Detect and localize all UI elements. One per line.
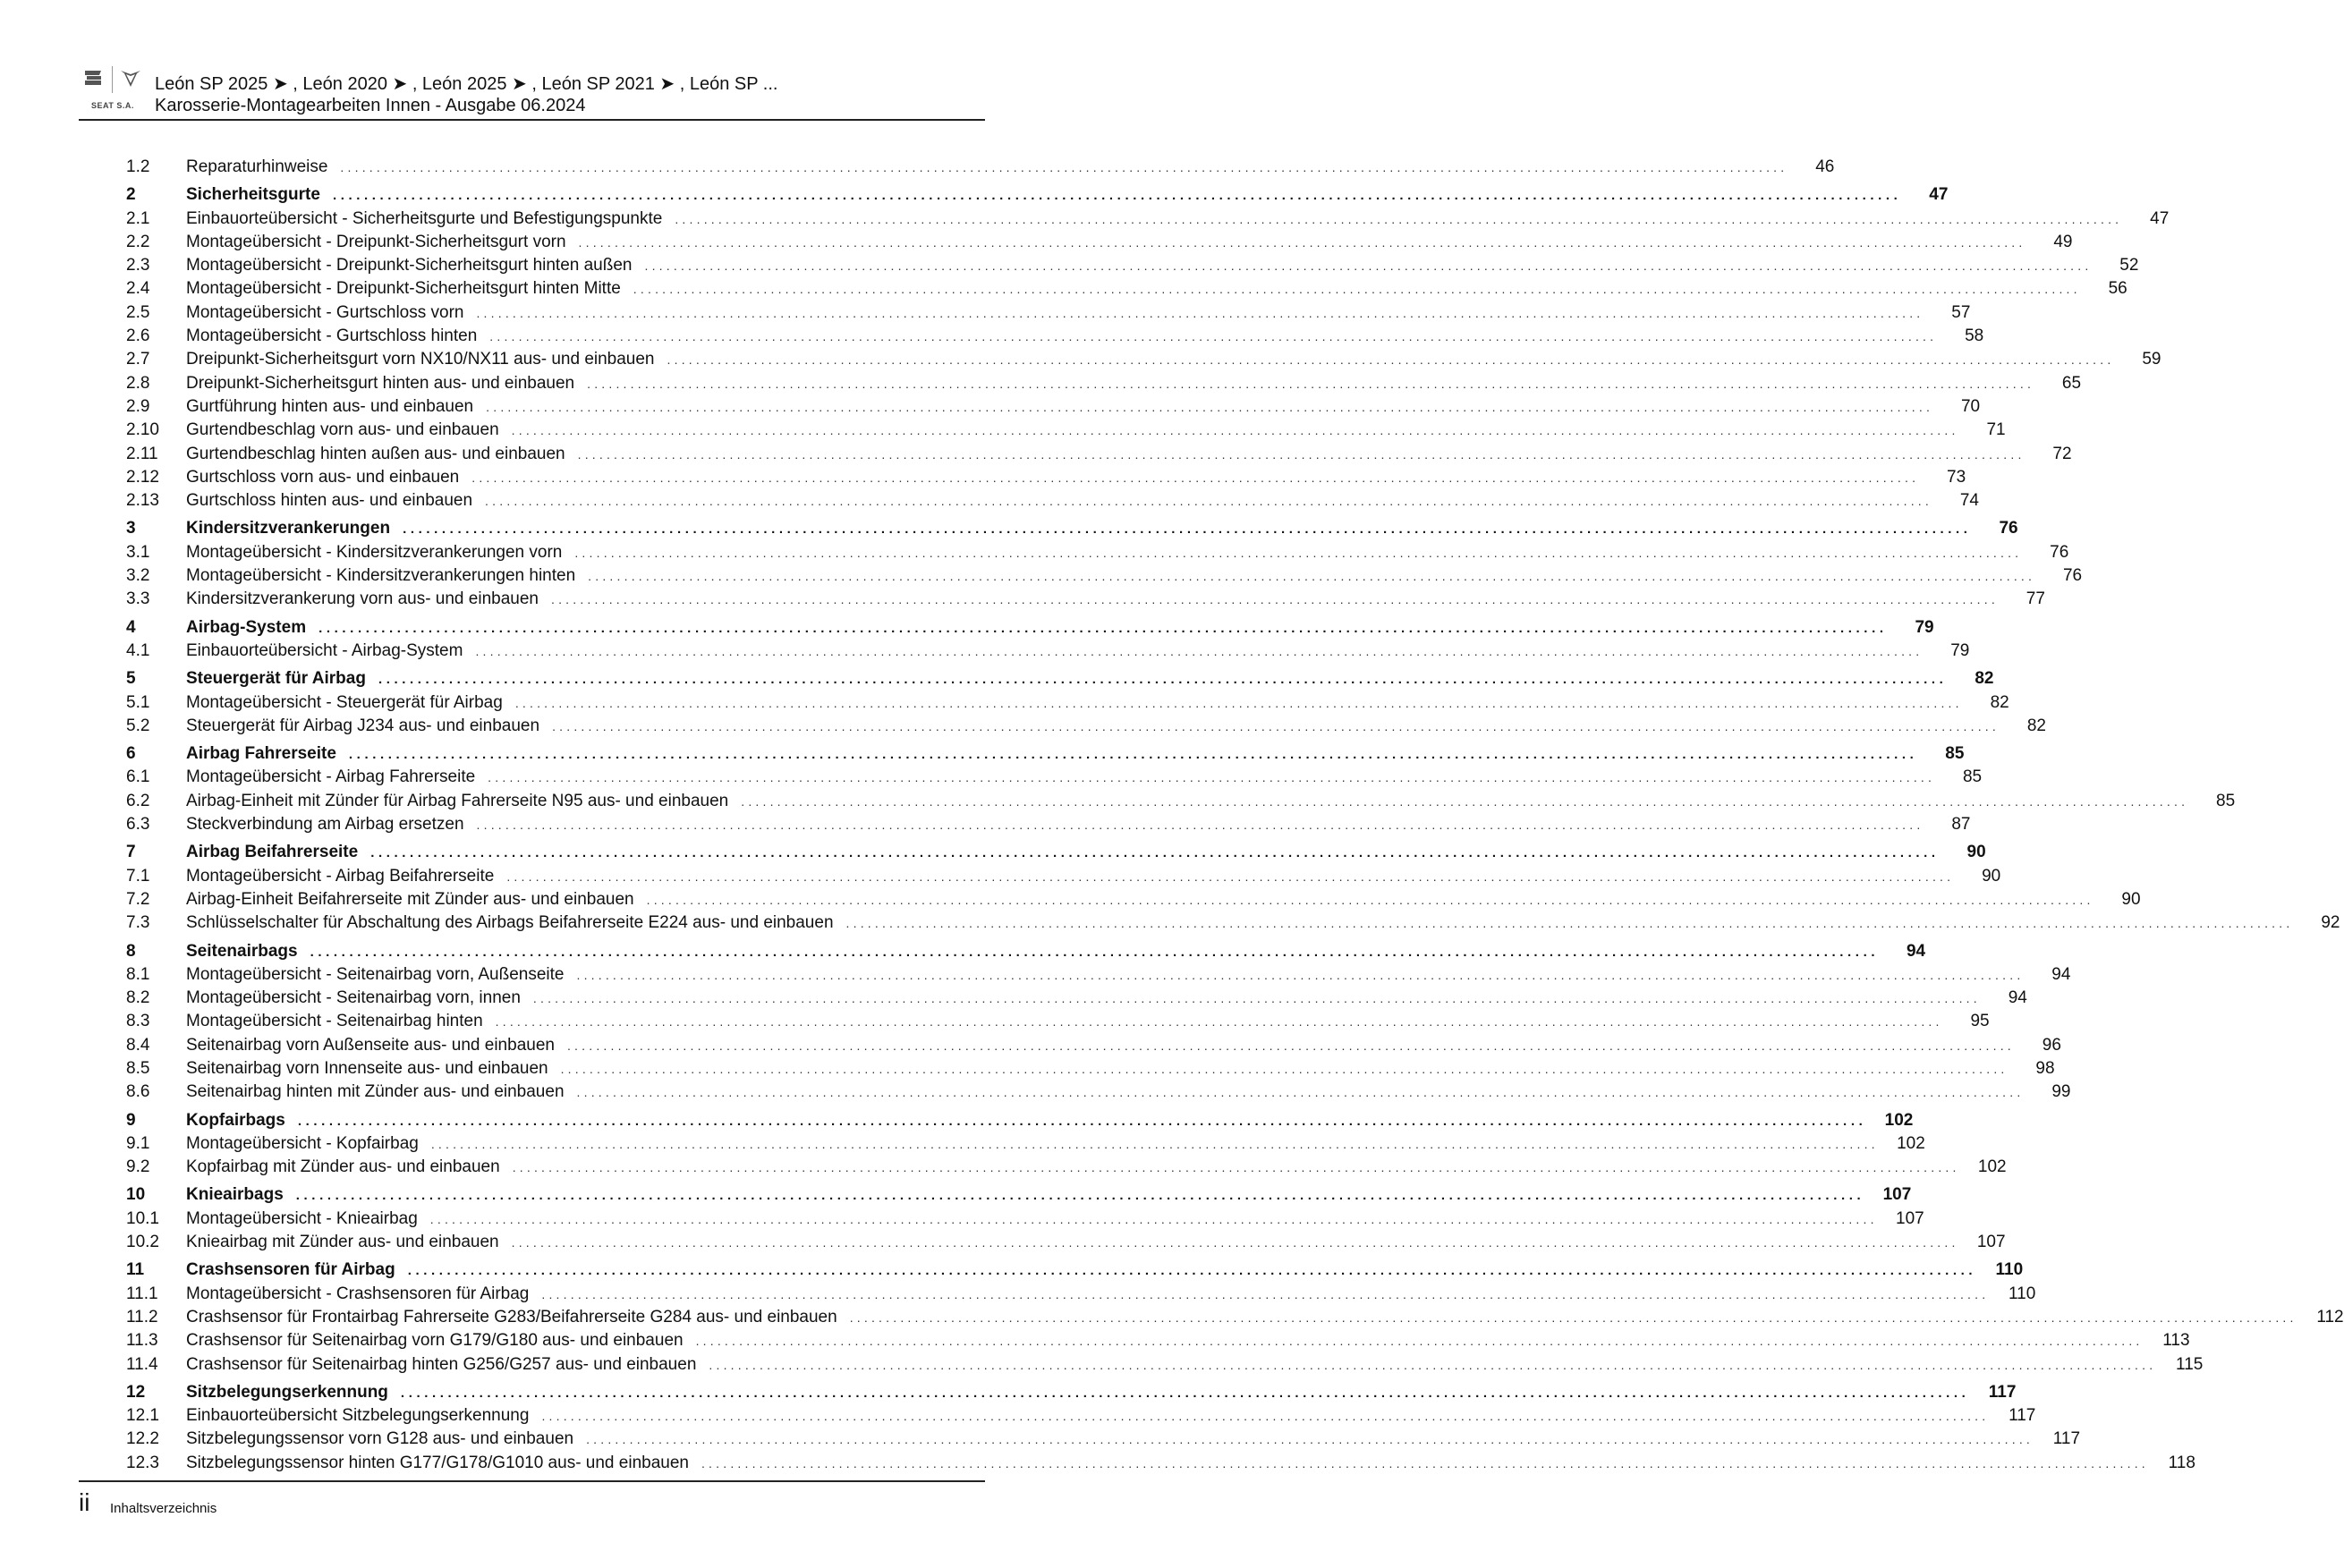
toc-number: 2.2 (126, 232, 150, 251)
toc-title: Steuergerät für Airbag (186, 669, 366, 689)
toc-title: Steckverbindung am Airbag ersetzen (186, 815, 464, 835)
toc-number: 7.1 (126, 866, 150, 886)
toc-page: 90 (2121, 889, 2141, 909)
toc-title: Montageübersicht - Kindersitzverankerungen hinten (186, 566, 576, 586)
toc-entry[interactable] (126, 865, 2001, 888)
toc-entry[interactable] (126, 691, 2009, 715)
toc-number: 2.12 (126, 467, 159, 487)
toc-dot-leader: ........................................................................................................................................................................................................ (400, 1385, 1970, 1401)
toc-page: 70 (1960, 396, 1981, 416)
toc-entry[interactable] (126, 588, 2045, 611)
footer-rule (79, 1480, 985, 1482)
toc-page: 113 (2162, 1331, 2190, 1351)
toc-number: 6.3 (126, 815, 150, 835)
toc-title: Kindersitzverankerung vorn aus- und einbauen (186, 589, 539, 609)
toc-number: 3.3 (126, 589, 150, 609)
toc-page: 110 (2009, 1284, 2036, 1303)
toc-dot-leader: ........................................................................................................................................................................................................ (486, 399, 1934, 414)
toc-dot-leader: ........................................................................................................................................................................................................ (644, 259, 2093, 274)
toc-number: 12.3 (126, 1453, 159, 1472)
toc-title: Sitzbelegungserkennung (186, 1382, 388, 1402)
toc-entry[interactable] (126, 301, 1971, 325)
toc-dot-leader: ........................................................................................................................................................................................................ (485, 494, 1932, 509)
toc-dot-leader: ........................................................................................................................................................................................................ (541, 1286, 1990, 1301)
toc-entry[interactable] (126, 395, 1981, 419)
toc-dot-leader: ........................................................................................................................................................................................................ (566, 1038, 2015, 1053)
toc-page: 102 (1897, 1133, 1925, 1153)
toc-title: Montageübersicht - Kopfairbag (186, 1133, 419, 1153)
toc-number: 1.2 (126, 157, 150, 176)
toc-title: Airbag Fahrerseite (186, 744, 336, 764)
toc-title: Sitzbelegungssensor hinten G177/G178/G1010 aus- und einbauen (186, 1453, 689, 1472)
toc-title: Seitenairbag vorn Außenseite aus- und einbauen (186, 1035, 555, 1055)
toc-dot-leader: ........................................................................................................................................................................................................ (310, 944, 1880, 960)
toc-entry[interactable] (126, 541, 2069, 564)
toc-page: 85 (1945, 744, 1965, 764)
toc-number: 4 (126, 617, 136, 637)
toc-number: 10 (126, 1185, 146, 1205)
toc-number: 2.10 (126, 420, 159, 440)
toc-dot-leader: ........................................................................................................................................................................................................ (489, 329, 1938, 344)
toc-dot-leader: ........................................................................................................................................................................................................ (512, 1160, 1960, 1175)
toc-number: 6.1 (126, 767, 150, 787)
toc-page: 107 (1896, 1208, 1924, 1228)
toc-number: 3.2 (126, 566, 150, 586)
toc-page: 65 (2061, 373, 2082, 393)
toc-entry[interactable] (126, 1208, 1924, 1231)
toc-chapter-entry[interactable] (126, 1109, 1914, 1132)
logo-separator (112, 66, 113, 93)
toc-title: Seitenairbag hinten mit Zünder aus- und einbauen (186, 1082, 565, 1102)
toc-dot-leader: ........................................................................................................................................................................................................ (295, 1188, 1865, 1204)
footer-section-label: Inhaltsverzeichnis (110, 1501, 217, 1516)
toc-title: Montageübersicht - Seitenairbag hinten (186, 1012, 483, 1031)
toc-number: 2.5 (126, 302, 150, 322)
toc-page: 49 (2053, 232, 2073, 251)
toc-title: Kopfairbag mit Zünder aus- und einbauen (186, 1157, 500, 1177)
toc-title: Knieairbags (186, 1185, 284, 1205)
toc-number: 9 (126, 1110, 136, 1130)
toc-title: Montageübersicht - Knieairbag (186, 1208, 418, 1228)
toc-dot-leader: ........................................................................................................................................................................................................ (576, 967, 2025, 982)
toc-chapter-entry[interactable] (126, 1259, 2024, 1282)
toc-page: 85 (1962, 767, 1983, 787)
toc-number: 3 (126, 519, 136, 538)
toc-number: 2.1 (126, 208, 150, 228)
toc-page: 118 (2168, 1453, 2195, 1472)
toc-dot-leader: ........................................................................................................................................................................................................ (560, 1061, 2009, 1076)
toc-dot-leader: ........................................................................................................................................................................................................ (514, 695, 1963, 710)
toc-dot-leader: ........................................................................................................................................................................................................ (574, 545, 2023, 560)
toc-entry[interactable] (126, 254, 2139, 277)
toc-entry[interactable] (126, 911, 2340, 935)
toc-title: Einbauorteübersicht - Airbag-System (186, 640, 463, 660)
toc-page: 107 (1882, 1185, 1912, 1205)
toc-page: 110 (1995, 1260, 2024, 1280)
toc-dot-leader: ........................................................................................................................................................................................................ (471, 470, 1920, 485)
toc-dot-leader: ........................................................................................................................................................................................................ (633, 282, 2081, 297)
toc-title: Schlüsselschalter für Abschaltung des Airbags Beifahrerseite E224 aus- und einbauen (186, 913, 834, 933)
toc-entry[interactable] (126, 1404, 2036, 1428)
toc-number: 10.2 (126, 1233, 159, 1252)
toc-page: 56 (2108, 279, 2127, 299)
toc-chapter-entry[interactable] (126, 841, 1986, 864)
toc-title: Montageübersicht - Seitenairbag vorn, innen (186, 988, 521, 1008)
toc-number: 11.4 (126, 1354, 158, 1374)
seat-logo-icon (83, 70, 103, 86)
toc-page: 72 (2052, 444, 2072, 463)
toc-number: 12.2 (126, 1429, 159, 1449)
toc-page: 76 (2050, 542, 2069, 562)
toc-number: 2.9 (126, 396, 150, 416)
toc-number: 4.1 (126, 640, 150, 660)
toc-number: 2.4 (126, 279, 150, 299)
toc-chapter-entry[interactable] (126, 742, 1965, 766)
toc-dot-leader: ........................................................................................................................................................................................................ (550, 592, 1999, 607)
toc-entry[interactable] (126, 640, 1970, 663)
toc-title: Seitenairbag vorn Innenseite aus- und einbauen (186, 1058, 548, 1078)
toc-dot-leader: ........................................................................................................................................................................................................ (709, 1357, 2157, 1372)
seat-cupra-logo (81, 64, 143, 118)
toc-page: 58 (1965, 326, 1984, 346)
toc-number: 8.4 (126, 1035, 150, 1055)
toc-page: 73 (1947, 467, 1966, 487)
toc-entry[interactable] (126, 419, 2006, 442)
toc-dot-leader: ........................................................................................................................................................................................................ (532, 991, 1981, 1006)
toc-chapter-entry[interactable] (126, 940, 1926, 963)
toc-entry[interactable] (126, 766, 1983, 789)
toc-number: 12 (126, 1382, 146, 1402)
toc-entry[interactable] (126, 1306, 2344, 1329)
toc-entry[interactable] (126, 466, 1966, 489)
toc-dot-leader: ........................................................................................................................................................................................................ (675, 211, 2123, 226)
toc-number: 2.3 (126, 256, 150, 275)
toc-title: Dreipunkt-Sicherheitsgurt hinten aus- und einbauen (186, 373, 575, 393)
toc-title: Gurtendbeschlag hinten außen aus- und einbauen (186, 444, 565, 463)
toc-number: 5 (126, 669, 136, 689)
toc-page: 71 (1986, 420, 2006, 440)
toc-title: Crashsensor für Seitenairbag vorn G179/G180 aus- und einbauen (186, 1331, 684, 1351)
toc-dot-leader: ........................................................................................................................................................................................................ (378, 672, 1948, 688)
toc-page: 95 (1970, 1012, 1990, 1031)
toc-number: 9.2 (126, 1157, 150, 1177)
toc-page: 102 (1884, 1110, 1914, 1130)
toc-title: Einbauorteübersicht Sitzbelegungserkennung (186, 1406, 530, 1426)
toc-title: Crashsensor für Frontairbag Fahrerseite G283/Beifahrerseite G284 aus- und einbauen (186, 1307, 837, 1326)
toc-title: Montageübersicht - Dreipunkt-Sicherheitsgurt vorn (186, 232, 566, 251)
toc-entry[interactable] (126, 1156, 2007, 1179)
toc-entry[interactable] (126, 1081, 2071, 1104)
toc-page: 47 (1929, 185, 1949, 205)
header-rule (79, 119, 985, 121)
toc-number: 8.3 (126, 1012, 150, 1031)
toc-page: 117 (1988, 1382, 2017, 1402)
toc-chapter-entry[interactable] (126, 1183, 1912, 1207)
toc-dot-leader: ........................................................................................................................................................................................................ (646, 892, 2094, 907)
toc-page: 94 (2051, 964, 2071, 984)
toc-entry[interactable] (126, 372, 2082, 395)
toc-chapter-entry[interactable] (126, 517, 2018, 540)
toc-number: 8.6 (126, 1082, 150, 1102)
toc-page: 57 (1951, 302, 1971, 322)
toc-title: Kindersitzverankerungen (186, 519, 391, 538)
toc-dot-leader: ........................................................................................................................................................................................................ (332, 188, 1902, 204)
toc-dot-leader: ........................................................................................................................................................................................................ (475, 643, 1924, 658)
toc-page: 82 (1975, 669, 1994, 689)
toc-entry[interactable] (126, 888, 2141, 911)
toc-number: 10.1 (126, 1208, 159, 1228)
toc-chapter-entry[interactable] (126, 616, 1934, 640)
toc-title: Knieairbag mit Zünder aus- und einbauen (186, 1233, 499, 1252)
toc-dot-leader: ........................................................................................................................................................................................................ (297, 1113, 1867, 1129)
toc-page: 52 (2119, 256, 2139, 275)
toc-page: 47 (2150, 208, 2170, 228)
toc-entry[interactable] (126, 231, 2073, 254)
toc-page: 90 (1982, 866, 2001, 886)
toc-title: Montageübersicht - Steuergerät für Airbag (186, 692, 503, 712)
toc-dot-leader: ........................................................................................................................................................................................................ (577, 446, 2026, 462)
toc-entry[interactable] (126, 348, 2161, 371)
toc-entry[interactable] (126, 564, 2083, 588)
toc-number: 7 (126, 843, 136, 862)
toc-title: Sitzbelegungssensor vorn G128 aus- und einbauen (186, 1429, 574, 1449)
toc-number: 9.1 (126, 1133, 150, 1153)
toc-page: 94 (2008, 988, 2027, 1008)
toc-dot-leader: ........................................................................................................................................................................................................ (488, 770, 1936, 785)
toc-title: Montageübersicht - Airbag Beifahrerseite (186, 866, 495, 886)
toc-entry[interactable] (126, 1231, 2006, 1254)
toc-number: 2.11 (126, 444, 158, 463)
toc-entry[interactable] (126, 325, 1984, 348)
toc-title: Montageübersicht - Kindersitzverankerungen vorn (186, 542, 563, 562)
toc-entry[interactable] (126, 963, 2071, 987)
toc-dot-leader: ........................................................................................................................................................................................................ (403, 521, 1972, 538)
toc-page: 77 (2026, 589, 2045, 609)
toc-page: 112 (2316, 1307, 2344, 1326)
toc-dot-leader: ........................................................................................................................................................................................................ (552, 718, 2000, 733)
toc-entry[interactable] (126, 156, 1835, 179)
toc-title: Montageübersicht - Seitenairbag vorn, Außenseite (186, 964, 565, 984)
toc-dot-leader: ........................................................................................................................................................................................................ (701, 1455, 2149, 1471)
toc-number: 2.13 (126, 491, 159, 511)
toc-page: 94 (1906, 941, 1926, 961)
toc-title: Airbag Beifahrerseite (186, 843, 359, 862)
toc-title: Seitenairbags (186, 941, 298, 961)
toc-title: Crashsensor für Seitenairbag hinten G256/G257 aus- und einbauen (186, 1354, 697, 1374)
toc-entry[interactable] (126, 813, 1971, 836)
toc-number: 12.1 (126, 1406, 159, 1426)
toc-number: 5.2 (126, 716, 150, 735)
toc-number: 6 (126, 744, 136, 764)
toc-title: Gurtschloss hinten aus- und einbauen (186, 491, 473, 511)
toc-dot-leader: ........................................................................................................................................................................................................ (506, 869, 1955, 884)
toc-number: 2.8 (126, 373, 150, 393)
toc-title: Crashsensoren für Airbag (186, 1260, 395, 1280)
toc-entry[interactable] (126, 1353, 2204, 1377)
toc-dot-leader: ........................................................................................................................................................................................................ (587, 376, 2035, 391)
toc-entry[interactable] (126, 987, 2027, 1010)
toc-number: 2 (126, 185, 136, 205)
toc-entry[interactable] (126, 790, 2236, 813)
toc-dot-leader: ........................................................................................................................................................................................................ (476, 305, 1924, 320)
toc-page: 107 (1976, 1233, 2006, 1252)
toc-entry[interactable] (126, 1034, 2061, 1057)
toc-page: 115 (2176, 1354, 2204, 1374)
toc-entry[interactable] (126, 277, 2127, 301)
toc-number: 2.7 (126, 350, 150, 369)
toc-page: 82 (1990, 692, 2009, 712)
toc-page: 82 (2026, 716, 2046, 735)
footer-page-number: ii (79, 1488, 90, 1516)
toc-page: 92 (2321, 913, 2340, 933)
table-of-contents (126, 156, 2344, 1475)
toc-title: Steuergerät für Airbag J234 aus- und einbauen (186, 716, 540, 735)
header-subtitle: Karosserie-Montagearbeiten Innen - Ausgabe 06.2024 (155, 96, 586, 115)
toc-entry[interactable] (126, 1010, 1990, 1033)
toc-dot-leader: ........................................................................................................................................................................................................ (511, 1235, 1959, 1250)
toc-title: Montageübersicht - Dreipunkt-Sicherheitsgurt hinten Mitte (186, 279, 621, 299)
toc-title: Sicherheitsgurte (186, 185, 320, 205)
toc-dot-leader: ........................................................................................................................................................................................................ (849, 1309, 2297, 1325)
toc-page: 87 (1951, 815, 1971, 835)
toc-dot-leader: ........................................................................................................................................................................................................ (695, 1334, 2144, 1349)
toc-dot-leader: ........................................................................................................................................................................................................ (588, 569, 2036, 584)
toc-page: 59 (2142, 350, 2161, 369)
toc-dot-leader: ........................................................................................................................................................................................................ (741, 793, 2189, 809)
toc-number: 8.2 (126, 988, 150, 1008)
toc-dot-leader: ........................................................................................................................................................................................................ (541, 1409, 1990, 1424)
toc-title: Einbauorteübersicht - Sicherheitsgurte und Befestigungspunkte (186, 208, 663, 228)
toc-number: 5.1 (126, 692, 150, 712)
toc-page: 117 (2052, 1429, 2081, 1449)
toc-entry[interactable] (126, 1428, 2081, 1451)
toc-dot-leader: ........................................................................................................................................................................................................ (576, 1085, 2025, 1100)
toc-dot-leader: ........................................................................................................................................................................................................ (430, 1136, 1879, 1151)
toc-number: 8 (126, 941, 136, 961)
toc-entry[interactable] (126, 1283, 2036, 1306)
toc-dot-leader: ........................................................................................................................................................................................................ (586, 1432, 2034, 1447)
toc-chapter-entry[interactable] (126, 667, 1994, 691)
toc-dot-leader: ........................................................................................................................................................................................................ (511, 423, 1959, 438)
toc-entry[interactable] (126, 489, 1979, 513)
toc-entry[interactable] (126, 1057, 2055, 1081)
toc-page: 98 (2035, 1058, 2055, 1078)
toc-dot-leader: ........................................................................................................................................................................................................ (348, 747, 1918, 763)
toc-dot-leader: ........................................................................................................................................................................................................ (845, 916, 2294, 931)
toc-title: Gurtführung hinten aus- und einbauen (186, 396, 474, 416)
toc-dot-leader: ........................................................................................................................................................................................................ (495, 1014, 1943, 1030)
toc-entry[interactable] (126, 715, 2046, 738)
header-models: León SP 2025 ➤ , León 2020 ➤ , León 2025 ➤ , León SP 2021 ➤ , León SP ... (155, 74, 778, 94)
toc-page: 117 (2009, 1406, 2036, 1426)
toc-page: 90 (1966, 843, 1986, 862)
toc-number: 11.2 (126, 1307, 158, 1326)
toc-page: 79 (1950, 640, 1970, 660)
toc-page: 85 (2216, 791, 2236, 810)
toc-dot-leader: ........................................................................................................................................................................................................ (407, 1263, 1977, 1279)
toc-title: Montageübersicht - Dreipunkt-Sicherheitsgurt hinten außen (186, 256, 633, 275)
toc-entry[interactable] (126, 208, 2170, 231)
toc-page: 76 (2062, 566, 2083, 586)
toc-title: Dreipunkt-Sicherheitsgurt vorn NX10/NX11 aus- und einbauen (186, 350, 655, 369)
toc-page: 96 (2042, 1035, 2061, 1055)
toc-title: Reparaturhinweise (186, 157, 328, 176)
toc-number: 6.2 (126, 791, 150, 810)
toc-chapter-entry[interactable] (126, 183, 1949, 207)
toc-entry[interactable] (126, 1329, 2190, 1352)
toc-page: 76 (1999, 519, 2018, 538)
toc-dot-leader: ........................................................................................................................................................................................................ (476, 818, 1924, 833)
toc-dot-leader: ........................................................................................................................................................................................................ (667, 352, 2115, 368)
toc-title: Airbag-Einheit mit Zünder für Airbag Fahrerseite N95 aus- und einbauen (186, 791, 729, 810)
toc-entry[interactable] (126, 443, 2072, 466)
toc-page: 79 (1915, 617, 1934, 637)
toc-chapter-entry[interactable] (126, 1381, 2017, 1404)
toc-entry[interactable] (126, 1132, 1925, 1156)
toc-number: 8.1 (126, 964, 150, 984)
toc-page: 102 (1977, 1157, 2007, 1177)
toc-title: Kopfairbags (186, 1110, 285, 1130)
toc-number: 7.2 (126, 889, 150, 909)
toc-title: Gurtendbeschlag vorn aus- und einbauen (186, 420, 499, 440)
brand-name: SEAT S.A. (91, 101, 134, 110)
toc-dot-leader: ........................................................................................................................................................................................................ (318, 620, 1888, 636)
toc-dot-leader: ........................................................................................................................................................................................................ (578, 234, 2026, 250)
toc-page: 74 (1959, 491, 1979, 511)
toc-title: Airbag-System (186, 617, 307, 637)
toc-dot-leader: ........................................................................................................................................................................................................ (429, 1211, 1878, 1226)
toc-number: 11.1 (126, 1284, 158, 1303)
cupra-logo-icon (120, 70, 141, 88)
toc-title: Montageübersicht - Gurtschloss hinten (186, 326, 478, 346)
toc-title: Montageübersicht - Crashsensoren für Airbag (186, 1284, 530, 1303)
toc-number: 2.6 (126, 326, 150, 346)
toc-number: 7.3 (126, 913, 150, 933)
toc-page: 46 (1815, 157, 1835, 176)
toc-title: Montageübersicht - Gurtschloss vorn (186, 302, 464, 322)
toc-number: 8.5 (126, 1058, 150, 1078)
toc-dot-leader: ........................................................................................................................................................................................................ (340, 160, 1788, 174)
toc-title: Airbag-Einheit Beifahrerseite mit Zünder aus- und einbauen (186, 889, 634, 909)
toc-number: 11.3 (126, 1331, 158, 1351)
toc-entry[interactable] (126, 1452, 2195, 1475)
toc-number: 11 (126, 1260, 145, 1280)
toc-title: Montageübersicht - Airbag Fahrerseite (186, 767, 476, 787)
toc-page: 99 (2051, 1082, 2071, 1102)
toc-dot-leader: ........................................................................................................................................................................................................ (370, 845, 1940, 861)
toc-number: 3.1 (126, 542, 150, 562)
toc-title: Gurtschloss vorn aus- und einbauen (186, 467, 460, 487)
